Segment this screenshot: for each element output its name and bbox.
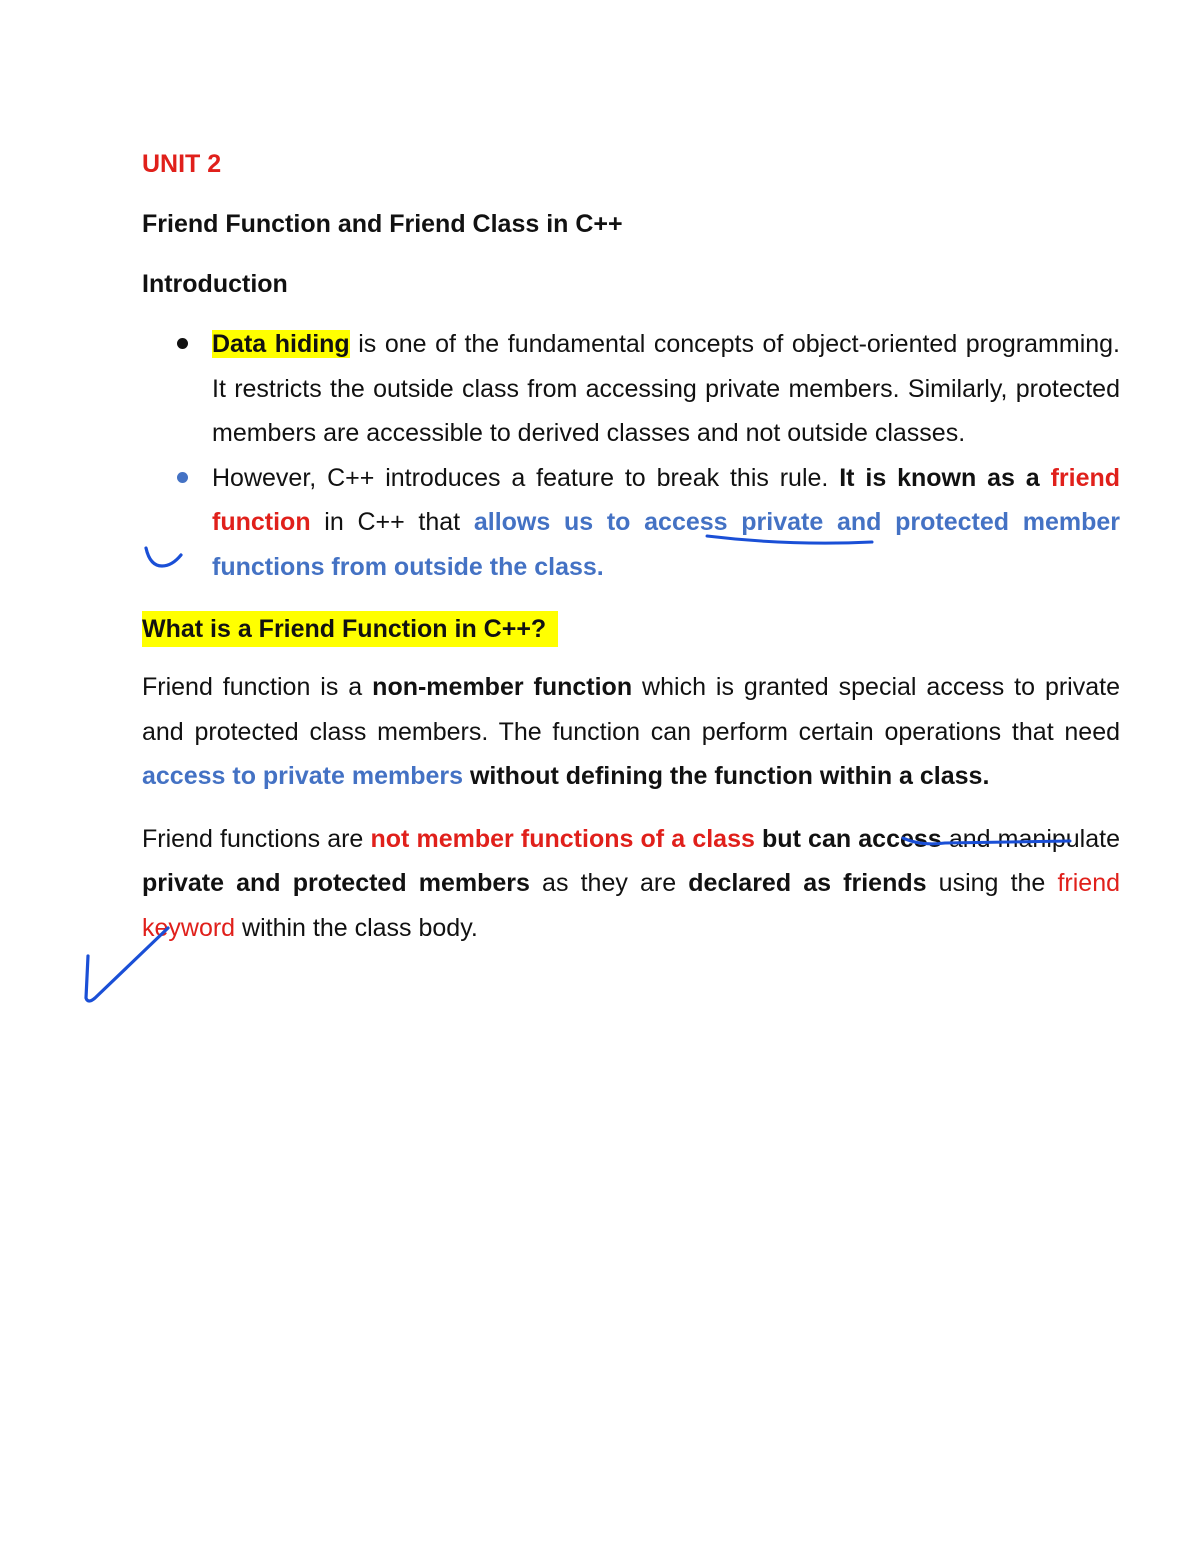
private-protected-members-text: private and protected members [142,869,530,897]
data-hiding-term: Data hiding [212,330,350,358]
intro-heading: Introduction [142,270,288,298]
para2-space [755,825,762,853]
bullet2-text-1: However, C++ introduces a feature to break this rule. [212,463,840,492]
paragraph-friend-functions [142,817,1120,951]
document-title: Friend Function and Friend Class in C++ [142,210,623,238]
friend-function-term: friend function [212,463,1121,536]
without-defining-text: without defining the function within a class. [469,762,990,790]
bullet-dot-icon [177,472,188,483]
bullet-data-hiding [142,322,1120,456]
para2-text-4: using the [926,869,1058,897]
but-can-access-text: but can access [762,824,942,853]
bullet2-space [1040,464,1051,492]
bullet1-text: is one of the fundamental concepts of object-oriented programming. It restricts the outside class from accessing private members. Similarly, protected members are accessible to derived classes and not outside classes. [212,330,1120,447]
para2-text-1: Friend functions are [142,824,371,853]
bullet-dot-icon [177,338,188,349]
para2-text-3: as they are [529,869,689,897]
paragraph-definition [142,665,1120,799]
para1-text-2: which is granted special access to private and protected class members. The function can perform certain operations that need [142,673,1120,746]
para1-space [463,762,470,790]
declared-as-friends-text: declared as friends [688,869,927,897]
bullet-friend-intro [142,456,1120,590]
non-member-function-term: non-member function [372,673,633,701]
bullet2-text-2: in C++ that [310,508,474,536]
para2-text-2: and manipulate [941,824,1120,853]
bullet2-known-as: It is known as a [839,463,1040,492]
friend-keyword-text: friend keyword [142,869,1121,942]
intro-bullet-list [142,322,1120,589]
unit-label: UNIT 2 [142,150,222,178]
para1-text-1: Friend function is a [142,673,373,701]
para2-text-5: within the class body. [235,913,478,942]
bullet2-access-text: allows us to access private and protected member functions from outside the class. [212,508,1121,581]
not-member-functions-text: not member functions of a class [370,824,755,853]
access-private-members-text: access to private members [142,762,464,790]
question-heading: What is a Friend Function in C++? [142,611,558,647]
document-page [142,130,1120,950]
